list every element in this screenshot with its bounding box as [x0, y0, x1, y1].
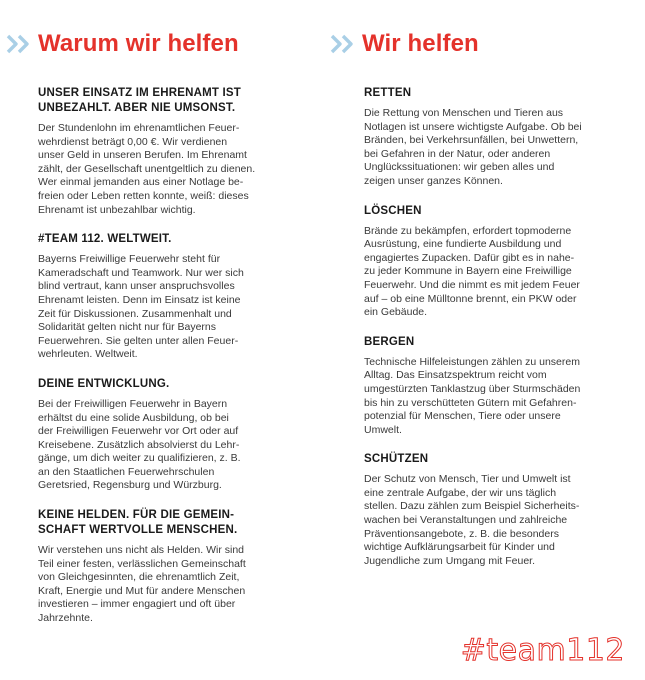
section-title: KEINE HELDEN. FÜR DIE GEMEIN- SCHAFT WERTVOLLE MENSCHEN. — [38, 509, 238, 537]
left-heading-text: Warum wir helfen — [38, 30, 239, 57]
section-team112 — [38, 232, 300, 362]
section-body: Wir verstehen uns nicht als Helden. Wir sind Teil einer festen, verlässlichen Gemeinschaft von Gleichgesinnten, die ehrenamtlich Zeit, Kraft, Energie und Mut für andere Menschen investieren – immer engagiert und oft über Jahrzehnte. — [38, 544, 246, 625]
right-heading — [330, 30, 479, 58]
section-loeschen — [364, 204, 632, 320]
section-body: Bei der Freiwilligen Feuerwehr in Bayern erhältst du eine solide Ausbildung, ob bei der Freiwilligen Feuerwehr vor Ort oder auf Kreisebene. Zusätzlich absolvierst du Lehr- gänge, um dich weiter zu qualifizieren, z. B. an den Staatlichen Feuerwehrschulen Geretsried, Regensburg und Würzburg. — [38, 397, 241, 492]
double-chevron-right-icon — [6, 33, 32, 55]
section-body: Technische Hilfeleistungen zählen zu unserem Alltag. Das Einsatzspektrum reicht vom umgestürzten Tanklastzug über Sturmschäden bis hin zu verschütteten Gütern mit Gefahren- potenzial für Menschen, Tiere oder unsere Umwelt. — [364, 355, 581, 436]
left-heading — [6, 30, 239, 58]
section-title: LÖSCHEN — [364, 204, 422, 217]
section-body: Bayerns Freiwillige Feuerwehr steht für Kameradschaft und Teamwork. Nur wer sich blind vertraut, kann unser anspruchsvolles Ehrenamt leisten. Denn im Einsatz ist keine Zeit für Diskussionen. Zusammenhalt und Solidarität gelten nicht nur für Bayerns Feuerwehren. Sie gelten unter allen Feuer- wehrleuten. Weltweit. — [38, 253, 244, 361]
section-title: BERGEN — [364, 335, 415, 348]
section-body: Die Rettung von Menschen und Tieren aus Notlagen ist unsere wichtigste Aufgabe. Ob bei Bränden, bei Verkehrsunfällen, bei Unwettern, bei Gefahren in der Natur, oder anderen Unglückssituationen: wir geben alles und zeigen unser ganzes Können. — [364, 107, 582, 187]
hashtag-team112: #team112 — [460, 633, 625, 668]
section-bergen — [364, 335, 632, 438]
right-heading-text: Wir helfen — [362, 30, 479, 57]
section-retten — [364, 86, 632, 189]
section-keine-helden — [38, 508, 300, 626]
section-body: Brände zu bekämpfen, erfordert topmoderne Ausrüstung, eine fundierte Ausbildung und engagiertes Zupacken. Dafür gibt es in nahe- zu jeder Kommune in Bayern eine Freiwillige Feuerwehr. Und die nimmt es mit jedem Feuer auf – ob eine Mülltonne brennt, ein PKW oder ein Gebäude. — [364, 224, 580, 319]
section-entwicklung — [38, 377, 300, 493]
left-sections — [38, 86, 300, 641]
section-title: RETTEN — [364, 87, 412, 99]
right-sections — [364, 86, 632, 583]
section-title: #TEAM 112. WELTWEIT. — [38, 233, 172, 246]
section-body: Der Stundenlohn im ehrenamtlichen Feuer- wehrdienst beträgt 0,00 €. Wir verdienen unser Geld in unseren Berufen. Im Ehrenamt zählt, der Gesellschaft unentgeltlich zu dienen. Wer einmal jemanden aus einer Notlage be- freien oder Leben retten konnte, weiß: dieses Ehrenamt ist unbezahlbar wichtig. — [38, 122, 256, 216]
section-title: DEINE ENTWICKLUNG. — [38, 377, 170, 390]
section-body: Der Schutz von Mensch, Tier und Umwelt ist eine zentrale Aufgabe, der wir uns täglich stellen. Dazu zählen zum Beispiel Sicherheits- wachen bei Veranstaltungen und zahlreiche Präventionsangebote, z. B. die besonders wichtige Aufklärungsarbeit für Kinder und Jugendliche zum Umgang mit Feuer. — [364, 473, 580, 567]
section-schuetzen — [364, 452, 632, 568]
section-title: UNSER EINSATZ IM EHRENAMT IST UNBEZAHLT. ABER NIE UMSONST. — [38, 87, 242, 114]
section-title: SCHÜTZEN — [364, 453, 429, 466]
double-chevron-right-icon — [330, 33, 356, 55]
section-ehrenamt — [38, 86, 300, 217]
